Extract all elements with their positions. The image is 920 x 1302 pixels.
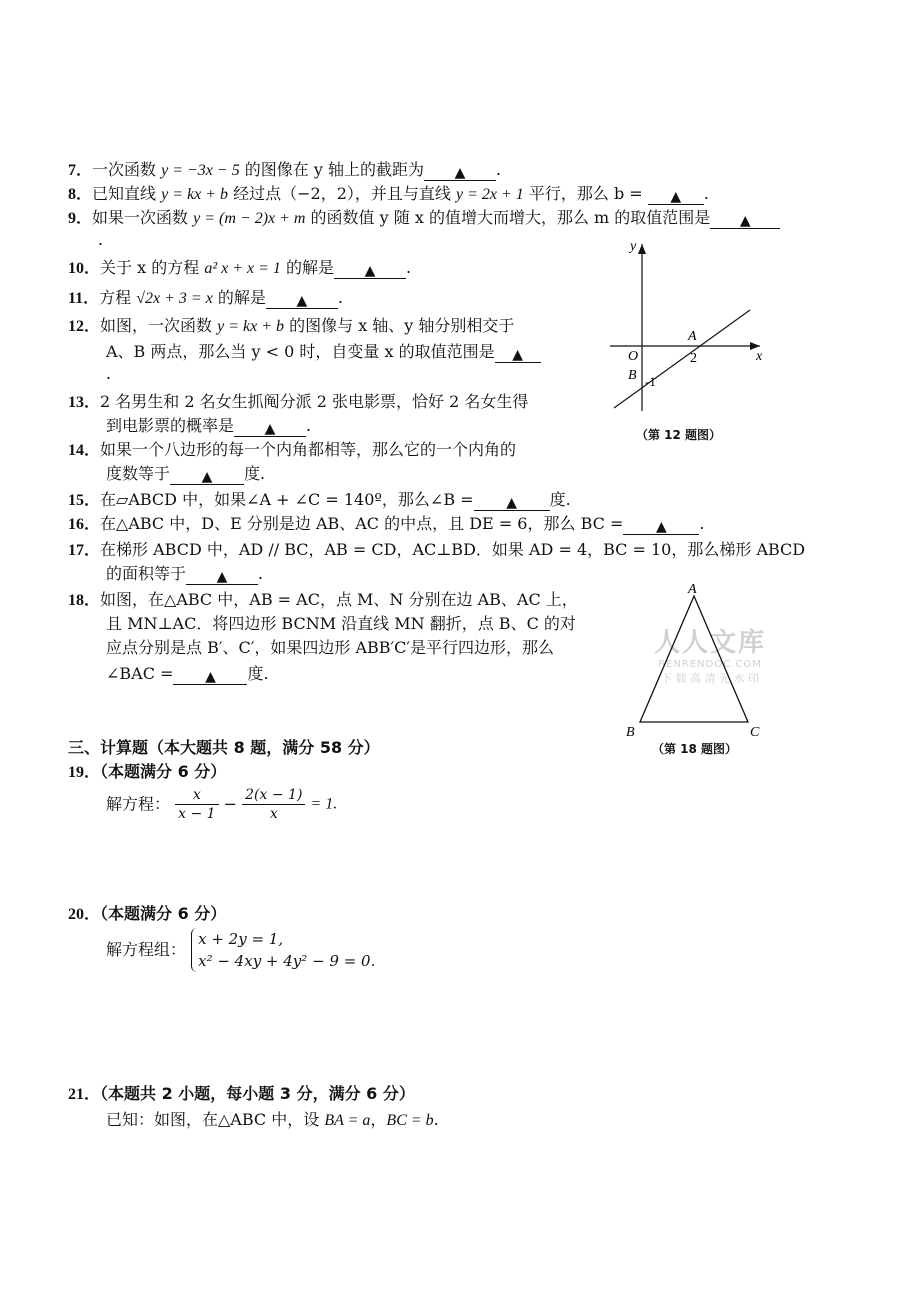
triangle-abc xyxy=(640,596,748,722)
fraction-2: $\frac{2(x - 1)}{x}$ xyxy=(242,786,305,823)
fraction-1: $\frac{x}{x - 1}$ xyxy=(175,786,218,823)
vertex-c-label: C xyxy=(750,725,760,740)
answer-blank[interactable]: ▲ xyxy=(623,516,699,535)
question-10: 10．关于 x 的方程 a² x + x = 1 的解是 ▲ . xyxy=(68,258,412,279)
question-12: 12．如图，一次函数 y = kx + b 的图像与 x 轴、y 轴分别相交于 xyxy=(68,316,515,335)
figure-18-triangle xyxy=(620,580,770,740)
question-14: 14．如果一个八边形的每一个内角都相等，那么它的一个内角的 xyxy=(68,440,517,459)
answer-blank[interactable]: ▲ xyxy=(186,566,258,585)
question-19: 19．（本题满分 6 分） xyxy=(68,762,227,781)
question-21: 21．（本题共 2 小题，每小题 3 分，满分 6 分） xyxy=(68,1084,415,1103)
answer-blank[interactable]: ▲ xyxy=(710,210,780,229)
point-b-label: B xyxy=(628,368,637,383)
question-13: 13．2 名男生和 2 名女生抓阄分派 2 张电影票，恰好 2 名女生得 xyxy=(68,392,529,411)
answer-blank[interactable]: ▲ xyxy=(334,260,406,279)
question-17: 17．在梯形 ABCD 中，AD // BC，AB = CD，AC⊥BD．如果 AD = 4，BC = 10，那么梯形 ABCD xyxy=(68,540,806,559)
question-18-line2: 且 MN⊥AC．将四边形 BCNM 沿直线 MN 翻折，点 B、C 的对 xyxy=(106,614,576,633)
answer-blank[interactable]: ▲ xyxy=(474,492,550,511)
vertex-b-label: B xyxy=(626,725,635,740)
answer-blank[interactable]: ▲ xyxy=(495,344,541,363)
question-18-line4: ∠BAC = ▲ 度. xyxy=(106,664,269,685)
question-19-equation: 解方程： $\frac{x}{x - 1}$ − $\frac{2(x - 1)}{x}$ = 1. xyxy=(106,787,338,822)
question-15: 15．在▱ABCD 中，如果∠A + ∠C = 140º，那么∠B = ▲ 度. xyxy=(68,490,571,511)
question-16: 16．在△ABC 中，D、E 分别是边 AB、AC 的中点，且 DE = 6，那么 BC = ▲ . xyxy=(68,514,705,535)
answer-blank[interactable]: ▲ xyxy=(170,466,244,485)
question-9: 9．如果一次函数 y = (m − 2)x + m 的函数值 y 随 x 的值增大而增大，那么 m 的取值范围是 ▲ xyxy=(68,208,780,229)
question-14-line2: 度数等于 ▲ 度. xyxy=(106,464,266,485)
question-11: 11．方程 √2x + 3 = x 的解是 ▲ . xyxy=(68,288,343,309)
answer-blank[interactable]: ▲ xyxy=(424,162,496,181)
answer-blank[interactable]: ▲ xyxy=(234,418,306,437)
question-12-line2: A、B 两点，那么当 y < 0 时，自变量 x 的取值范围是 ▲ xyxy=(106,342,541,363)
question-9-end: . xyxy=(98,230,104,249)
watermark-title: 人人文库 xyxy=(653,628,766,658)
question-21-text: 已知：如图，在△ABC 中，设 BA = a，BC = b. xyxy=(106,1110,439,1129)
watermark-site: RENRENDOC.COM xyxy=(658,659,762,670)
question-8: 8．已知直线 y = kx + b 经过点（−2，2），并且与直线 y = 2x + 1 平行，那么 b = ▲ . xyxy=(68,184,709,205)
answer-blank[interactable]: ▲ xyxy=(173,666,247,685)
origin-label: O xyxy=(628,349,639,364)
x-axis-label: x xyxy=(756,349,763,364)
question-12-end: . xyxy=(106,364,112,383)
figure-12-graph xyxy=(600,236,780,416)
equation-system: x + 2y = 1, x² − 4xy + 4y² − 9 = 0. xyxy=(191,928,375,972)
section-3-heading: 三、计算题（本大题共 8 题，满分 58 分） xyxy=(68,738,380,757)
tick-2-label: 2 xyxy=(690,351,697,366)
question-18: 18．如图，在△ABC 中，AB = AC，点 M、N 分别在边 AB、AC 上， xyxy=(68,590,578,609)
question-13-line2: 到电影票的概率是 ▲ . xyxy=(106,416,312,437)
answer-blank[interactable]: ▲ xyxy=(266,290,338,309)
question-7: 7．一次函数 y = −3x − 5 的图像在 y 轴上的截距为 ▲ . xyxy=(68,160,502,181)
question-17-line2: 的面积等于 ▲ . xyxy=(106,564,264,585)
tick-neg1-label: -1 xyxy=(645,374,656,389)
question-18-line3: 应点分别是点 B′、C′，如果四边形 ABB′C′是平行四边形，那么 xyxy=(106,638,555,657)
question-20: 20．（本题满分 6 分） xyxy=(68,904,227,923)
vertex-a-label: A xyxy=(688,582,697,597)
answer-blank[interactable]: ▲ xyxy=(648,186,704,205)
figure-18-caption: （第 18 题图） xyxy=(652,742,738,756)
watermark-sub: 下 载 高 清 无 水 印 xyxy=(661,672,759,685)
question-20-system: 解方程组： x + 2y = 1, x² − 4xy + 4y² − 9 = 0. xyxy=(106,930,376,970)
y-axis-label: y xyxy=(630,239,637,254)
figure-12-caption: （第 12 题图） xyxy=(636,428,722,442)
point-a-label: A xyxy=(688,329,697,344)
y-axis-arrow xyxy=(638,244,646,254)
